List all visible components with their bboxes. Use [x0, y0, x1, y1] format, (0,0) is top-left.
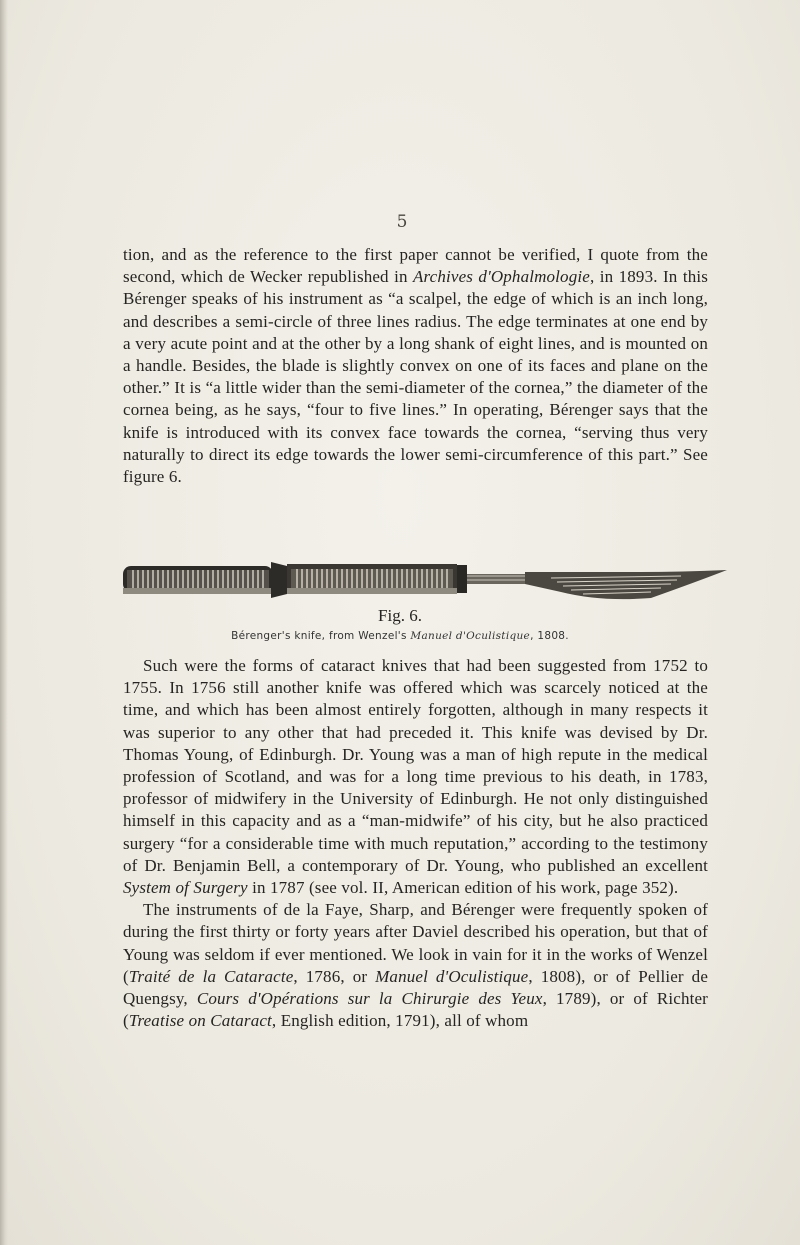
- paragraph-2: [123, 655, 708, 899]
- book-title: System of Surgery: [123, 878, 248, 898]
- paragraph-3: [123, 899, 708, 1032]
- journal-title: Archives d'Ophalmologie: [413, 267, 590, 287]
- paragraph-2-text-end: in 1787 (see vol. II, American edition of his work, page 352).: [247, 878, 679, 898]
- work-title-4: Treatise on Cataract: [128, 1011, 272, 1031]
- figure-label: Fig. 6.: [378, 606, 422, 625]
- figure-caption-text-a: Bérenger's knife, from Wenzel's: [231, 630, 411, 642]
- figure-caption: [0, 630, 800, 642]
- paragraph-1: [123, 244, 708, 488]
- paragraph-1-text-a: tion, and as the reference to the first paper cannot be verified, I quote from the second, which de Wecker republished in: [123, 245, 708, 287]
- work-title-3: Cours d'Opérations sur la Chirurgie des Yeux: [196, 989, 543, 1009]
- page-number: 5: [396, 212, 408, 232]
- paragraph-2-text: Such were the forms of cataract knives that had been suggested from 1752 to 1755. In 1756 still another knife was offered which was scarcely noticed at the time, and which has been almost entirely forgotten, although in many respects it was superior to any other that had preceded it. This knife was devised by Dr. Thomas Young, of Edinburgh. Dr. Young was a man of high repute in the medical profession of Scotland, and was for a long time previous to his death, in 1783, professor of midwifery in the University of Edinburgh. He not only distinguished himself in this capacity and as a “man-midwife” of his city, but he also practiced surgery “for a considerable time with much reputation,” according to the testimony of Dr. Benjamin Bell, a contemporary of Dr. Young, who published an excellent: [123, 656, 708, 875]
- knife-illustration-icon: [121, 560, 729, 604]
- paragraph-3-text-c: , 1808), or of Pellier de Quengsy,: [123, 966, 709, 1009]
- paragraph-3-text-d: , 1789), or of Richter (: [123, 989, 708, 1031]
- knife-drawing: [121, 560, 729, 604]
- paragraph-1-text-b: , in 1893. In this Bérenger speaks of his instrument as “a scalpel, the edge of which is an inch long, and describes a semi-circle of three lines radius. The edge terminates at one end by a very acute point and at the other by a long shank of eight lines, and is mounted on a handle. Besides, the blade is slightly convex on one of its faces and plane on the other.” It is “a little wider than the semi-diameter of the cornea,” the diameter of the cornea being, as he says, “four to five lines.” In operating, Bérenger says that the knife is introduced with its convex face towards the cornea, “serving thus very naturally to direct its edge towards the lower semi-circumference of this part.” See figure 6.: [123, 267, 709, 487]
- paragraph-3-text-a: The instruments of de la Faye, Sharp, and Bérenger were frequently spoken of during the first thirty or forty years after Daviel described his operation, but that of Young was seldom if ever mentioned. We look in vain for it in the works of Wenzel (: [123, 900, 708, 986]
- work-title-1: Traité de la Cataracte: [128, 966, 294, 986]
- figure-caption-text-b: , 1808.: [530, 630, 569, 642]
- work-title-2: Manuel d'Oculistique: [375, 966, 529, 986]
- paragraph-3-text-e: , English edition, 1791), all of whom: [271, 1011, 529, 1031]
- paragraph-2-and-3: [123, 655, 708, 1032]
- paragraph-3-text-b: , 1786, or: [293, 966, 376, 986]
- figure-caption-title: Manuel d'Oculistique: [410, 630, 531, 642]
